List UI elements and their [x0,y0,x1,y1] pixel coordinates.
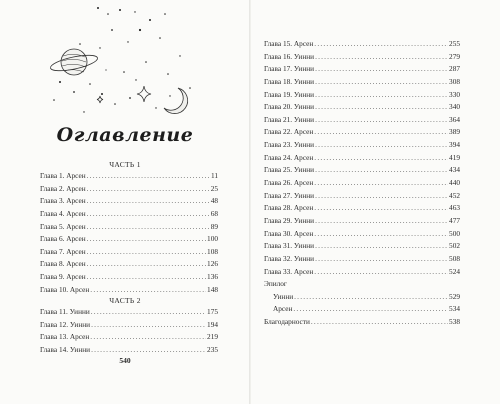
toc-entry[interactable]: Глава 33. Арсен ..... 524 [264,266,460,279]
toc-entry[interactable]: Глава 2. Арсен ..... 25 [40,183,218,196]
toc-entry[interactable]: Глава 3. Арсен ..... 48 [40,195,218,208]
toc-entry[interactable]: Глава 17. Уинни ..... 287 [264,63,460,76]
toc-entry[interactable]: Глава 11. Уинни ..... 175 [40,306,218,319]
toc-entry[interactable]: Глава 27. Уинни ..... 452 [264,190,460,203]
page-number: 540 [119,356,131,365]
toc-entry[interactable]: Глава 25. Уинни ..... 434 [264,164,460,177]
toc-entry[interactable]: Глава 30. Арсен ..... 500 [264,228,460,241]
page-title: Оглавление [56,124,194,146]
chapter-list [264,38,460,329]
toc-entry[interactable]: Глава 19. Уинни ..... 330 [264,89,460,102]
right-page [250,0,500,404]
toc-entry[interactable]: Глава 1. Арсен ..... 11 [40,170,218,183]
toc-entry[interactable]: Глава 5. Арсен ..... 89 [40,221,218,234]
part-1-label: ЧАСТЬ 1 [109,160,141,169]
toc-entry[interactable]: Глава 8. Арсен ..... 126 [40,258,218,271]
sparkle-star-icon [97,86,151,103]
toc-entry[interactable]: Глава 9. Арсен ..... 136 [40,271,218,284]
toc-entry-acknowledgements[interactable]: Благодарности ..... 538 [264,316,460,329]
toc-entry[interactable]: Глава 29. Уинни ..... 477 [264,215,460,228]
toc-entry[interactable]: Глава 4. Арсен ..... 68 [40,208,218,221]
toc-entry[interactable]: Глава 26. Арсен ..... 440 [264,177,460,190]
toc-entry[interactable]: Глава 16. Уинни ..... 279 [264,51,460,64]
space-illustration [40,0,210,118]
toc-entry[interactable]: Глава 7. Арсен ..... 108 [40,246,218,259]
toc-entry[interactable]: Глава 6. Арсен ..... 100 [40,233,218,246]
toc-entry[interactable]: Глава 18. Уинни ..... 308 [264,76,460,89]
toc-entry[interactable]: Глава 22. Арсен ..... 389 [264,126,460,139]
toc-entry[interactable]: Глава 24. Арсен ..... 419 [264,152,460,165]
toc-entry[interactable]: Глава 12. Уинни ..... 194 [40,319,218,332]
toc-entry-epilogue[interactable]: Арсен ..... 534 [264,303,460,316]
saturn-icon [49,49,98,75]
toc-entry-epilogue[interactable]: Уинни ..... 529 [264,291,460,304]
toc-entry[interactable]: Глава 31. Уинни ..... 502 [264,240,460,253]
part-1-chapter-list [40,170,218,296]
toc-entry[interactable]: Глава 23. Уинни ..... 394 [264,139,460,152]
part-2-label: ЧАСТЬ 2 [109,296,141,305]
crescent-moon-icon [164,88,188,114]
toc-entry[interactable]: Глава 14. Уинни ..... 235 [40,344,218,357]
toc-entry[interactable]: Глава 28. Арсен ..... 463 [264,202,460,215]
part-2-chapter-list [40,306,218,357]
epilogue-heading: Эпилог [264,279,287,289]
toc-entry[interactable]: Глава 15. Арсен ..... 255 [264,38,460,51]
toc-entry[interactable]: Глава 13. Арсен ..... 219 [40,331,218,344]
toc-entry[interactable]: Глава 21. Уинни ..... 364 [264,114,460,127]
toc-entry[interactable]: Глава 32. Уинни ..... 508 [264,253,460,266]
toc-entry[interactable]: Глава 20. Уинни ..... 340 [264,101,460,114]
toc-entry[interactable]: Глава 10. Арсен ..... 148 [40,284,218,297]
